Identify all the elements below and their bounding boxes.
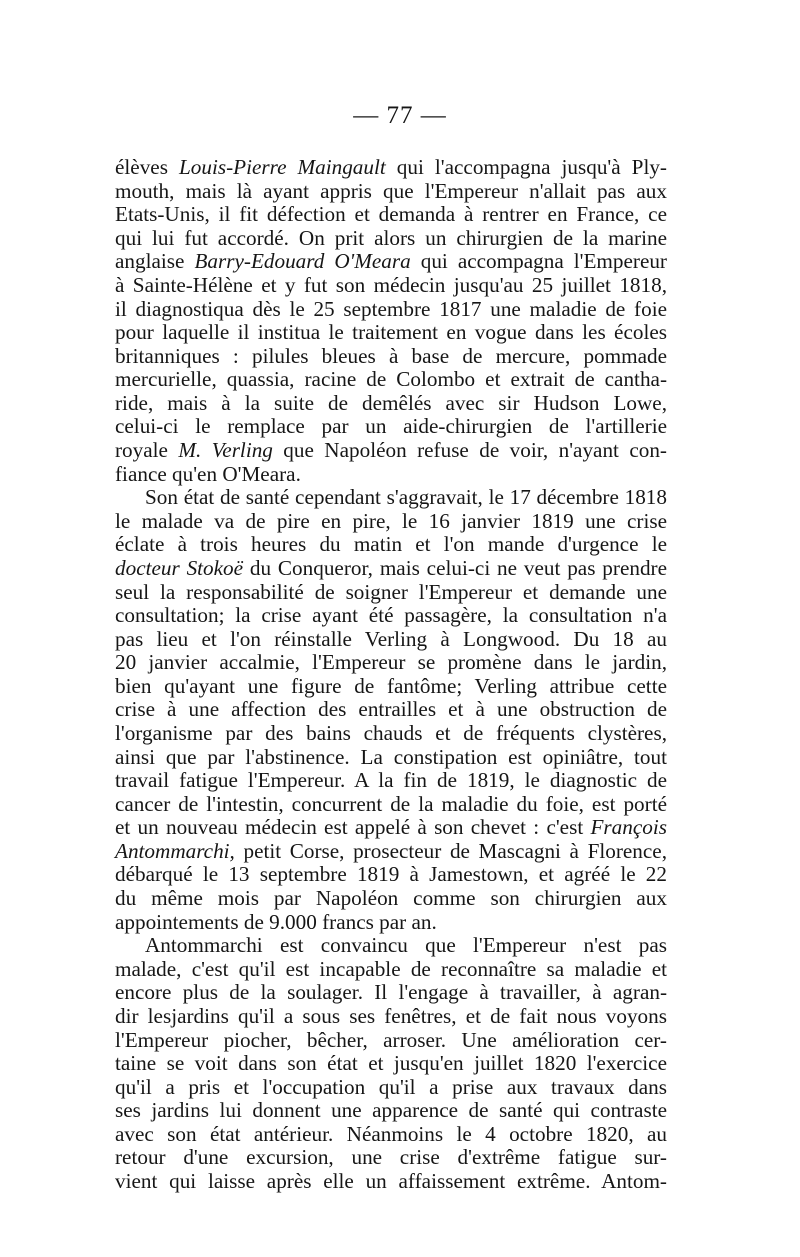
text-line: bien qu'ayant une figure de fantôme; Verling attribue cette (115, 673, 667, 698)
text-line: retour d'une excursion, une crise d'extrême fatigue sur- (115, 1145, 667, 1170)
text-line: cancer de l'intestin, concurrent de la maladie du foie, est porté (115, 791, 667, 816)
text-line: il diagnostiqua dès le 25 septembre 1817 une maladie de foie (115, 296, 667, 321)
text-line: royale M. Verling que Napoléon refuse de voir, n'ayant con- (115, 438, 667, 462)
text-line: Antommarchi est convaincu que l'Empereur n'est pas (145, 933, 667, 958)
text-line: le malade va de pire en pire, le 16 janvier 1819 une crise (115, 508, 667, 533)
text-line: docteur Stokoë du Conqueror, mais celui-ci ne veut pas prendre (115, 555, 667, 580)
text-line: Etats-Unis, il fit défection et demanda à rentrer en France, ce (115, 202, 667, 227)
text-line: mercurielle, quassia, racine de Colombo et extrait de cantha- (115, 367, 667, 392)
text-line: anglaise Barry-Edouard O'Meara qui accompagna l'Empereur (115, 249, 667, 274)
text-line: vient qui laisse après elle un affaissement extrême. Antom- (115, 1169, 667, 1193)
text-line: malade, c'est qu'il est incapable de reconnaître sa maladie et (115, 956, 667, 981)
text-line: travail fatigue l'Empereur. A la fin de 1819, le diagnostic de (115, 768, 667, 793)
text-line: élèves Louis-Pierre Maingault qui l'accompagna jusqu'à Ply- (115, 155, 667, 179)
text-line: pas lieu et l'on réinstalle Verling à Longwood. Du 18 au (115, 626, 667, 651)
text-line: débarqué le 13 septembre 1819 à Jamestown, et agréé le 22 (115, 862, 667, 887)
text-line: dir lesjardins qu'il a sous ses fenêtres, et de fait nous voyons (115, 1003, 667, 1028)
text-line: Antommarchi, petit Corse, prosecteur de Mascagni à Florence, (115, 838, 667, 863)
text-line: Son état de santé cependant s'aggravait, le 17 décembre 1818 (145, 485, 667, 510)
text-line: qu'il a pris et l'occupation qu'il a prise aux travaux dans (115, 1074, 667, 1099)
text-line: 20 janvier accalmie, l'Empereur se promène dans le jardin, (115, 650, 667, 675)
text-line: ainsi que par l'abstinence. La constipation est opiniâtre, tout (115, 744, 667, 769)
text-line: mouth, mais là ayant appris que l'Empereur n'allait pas aux (115, 178, 667, 203)
text-line: fiance qu'en O'Meara. (115, 461, 301, 486)
text-line: seul la responsabilité de soigner l'Empereur et demande une (115, 579, 667, 604)
page-number: — 77 — (353, 102, 447, 129)
text-line: qui lui fut accordé. On prit alors un chirurgien de la marine (115, 225, 667, 250)
text-line: l'Empereur piocher, bêcher, arroser. Une amélioration cer- (115, 1027, 667, 1052)
text-line: ride, mais à la suite de demêlés avec sir Hudson Lowe, (115, 390, 667, 415)
text-line: consultation; la crise ayant été passagère, la consultation n'a (115, 603, 667, 627)
text-line: à Sainte-Hélène et y fut son médecin jusqu'au 25 juillet 1818, (115, 272, 667, 297)
text-line: l'organisme par des bains chauds et de fréquents clystères, (115, 721, 667, 745)
text-line: appointements de 9.000 francs par an. (115, 909, 437, 934)
text-line: celui-ci le remplace par un aide-chirurgien de l'artillerie (115, 414, 667, 439)
text-line: avec son état antérieur. Néanmoins le 4 octobre 1820, au (115, 1121, 667, 1146)
text-line: et un nouveau médecin est appelé à son chevet : c'est François (115, 815, 667, 840)
text-line: taine se voit dans son état et jusqu'en juillet 1820 l'exercice (115, 1051, 667, 1076)
text-line: ses jardins lui donnent une apparence de santé qui contraste (115, 1098, 667, 1123)
text-line: crise à une affection des entrailles et à une obstruction de (115, 697, 667, 722)
text-line: encore plus de la soulager. Il l'engage à travailler, à agran- (115, 980, 667, 1005)
text-line: britanniques : pilules bleues à base de mercure, pommade (115, 343, 667, 368)
text-line: du même mois par Napoléon comme son chirurgien aux (115, 886, 667, 910)
text-line: éclate à trois heures du matin et l'on mande d'urgence le (115, 532, 667, 557)
text-line: pour laquelle il institua le traitement en vogue dans les écoles (115, 320, 667, 345)
